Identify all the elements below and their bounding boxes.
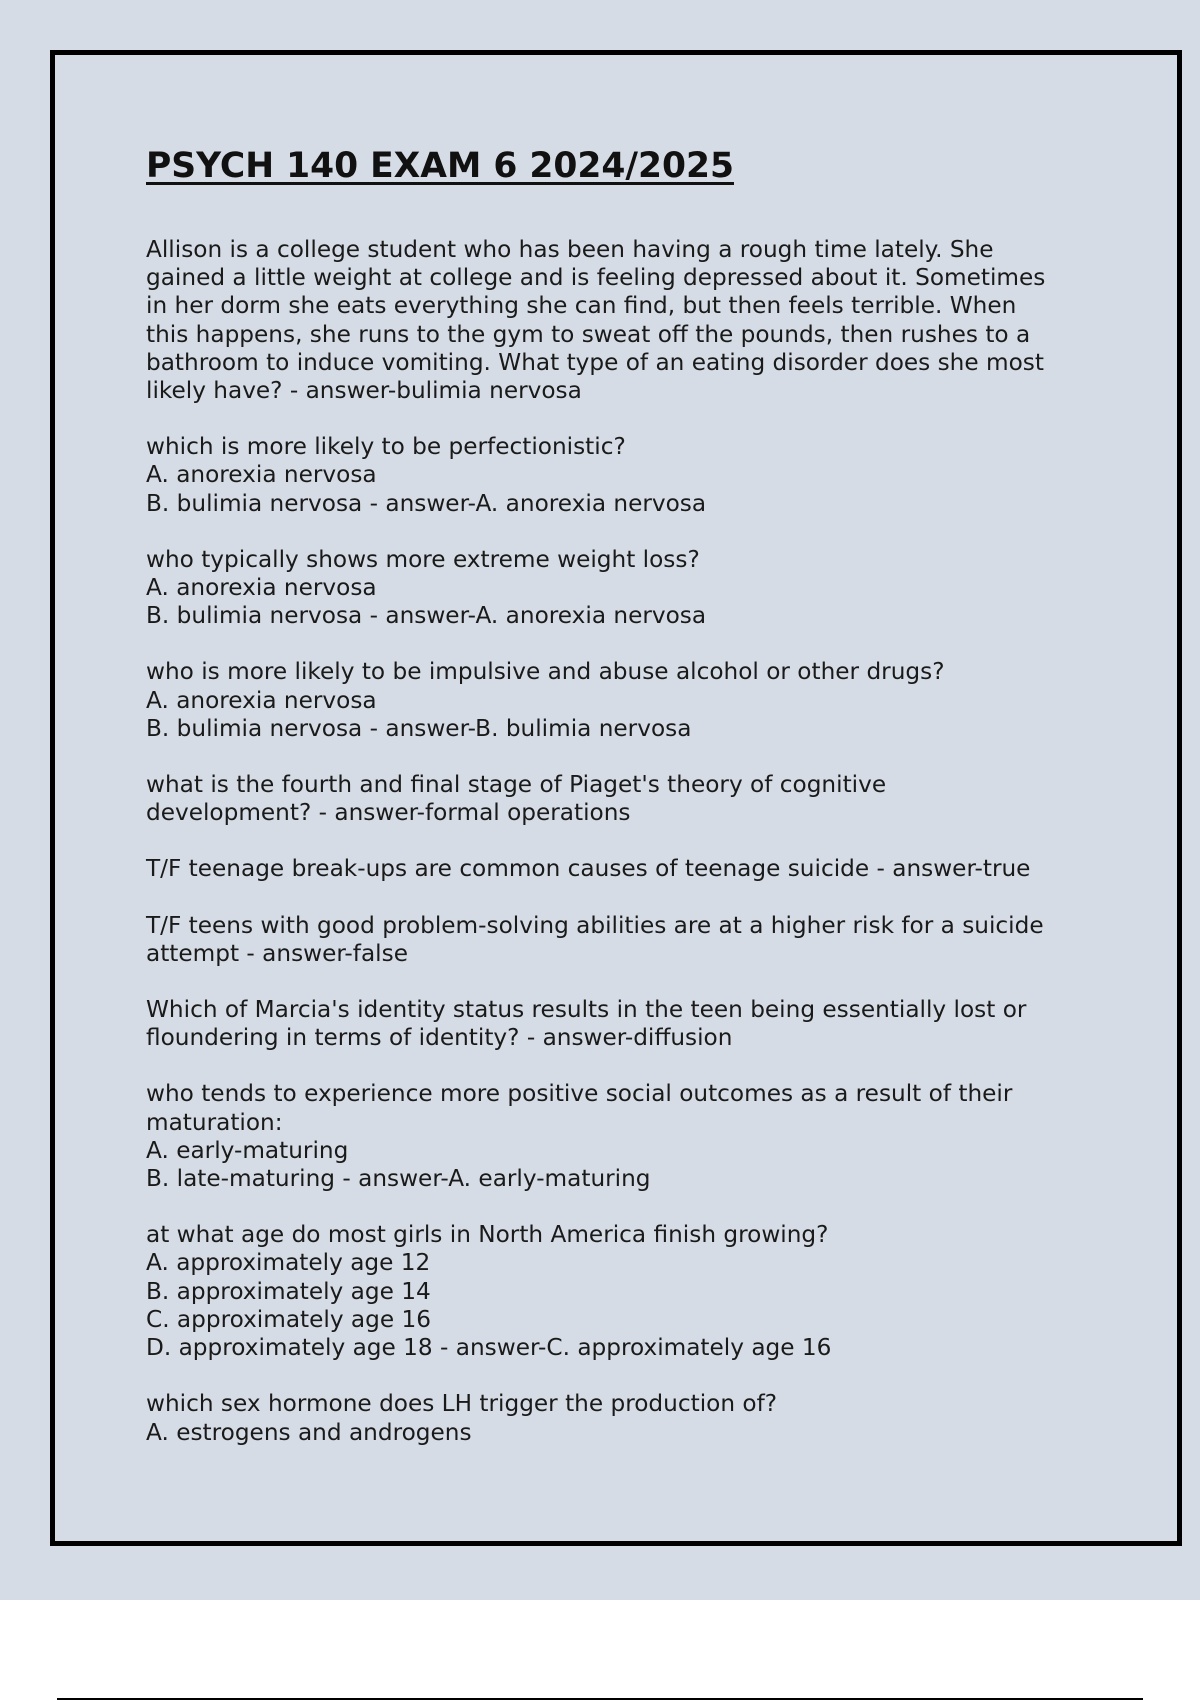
qa-entry: who is more likely to be impulsive and abuse alcohol or other drugs? A. anorexia nervosa B. bulimia nervosa - answer-B. bulimia nervosa: [146, 658, 945, 742]
qa-entry: at what age do most girls in North America finish growing? A. approximately age 12 B. approximately age 14 C. approximately age 16 D. approximately age 18 - answer-C. approximately age 16: [146, 1221, 832, 1362]
qa-entry: Allison is a college student who has been having a rough time lately. She gained a little weight at college and is feeling depressed about it. Sometimes in her dorm she eats everything she can find, but then feels terrible. When this happens, she runs to the gym to sweat off the pounds, then rushes to a bathroom to induce vomiting. What type of an eating disorder does she most likely have? - answer-bulimia nervosa: [146, 236, 1046, 405]
qa-entry: Which of Marcia's identity status results in the teen being essentially lost or floundering in terms of identity? - answer-diffusion: [146, 996, 1027, 1052]
qa-entry: T/F teenage break-ups are common causes of teenage suicide - answer-true: [146, 855, 1031, 883]
qa-entry: who typically shows more extreme weight loss? A. anorexia nervosa B. bulimia nervosa - answer-A. anorexia nervosa: [146, 545, 707, 630]
qa-entry: T/F teens with good problem-solving abilities are at a higher risk for a suicide attempt - answer-false: [146, 911, 1044, 967]
document-title: PSYCH 140 EXAM 6 2024/2025: [146, 146, 734, 186]
document-content: [146, 140, 1106, 1475]
qa-entry: who tends to experience more positive social outcomes as a result of their maturation: A. early-maturing B. late-maturing - answer-A. early-maturing: [146, 1080, 1013, 1193]
qa-entry: which is more likely to be perfectionistic? A. anorexia nervosa B. bulimia nervosa - answer-A. anorexia nervosa: [146, 433, 707, 517]
qa-entry: which sex hormone does LH trigger the production of? A. estrogens and androgens: [146, 1390, 778, 1446]
qa-entry: what is the fourth and final stage of Piaget's theory of cognitive development? - answer-formal operations: [146, 771, 887, 827]
